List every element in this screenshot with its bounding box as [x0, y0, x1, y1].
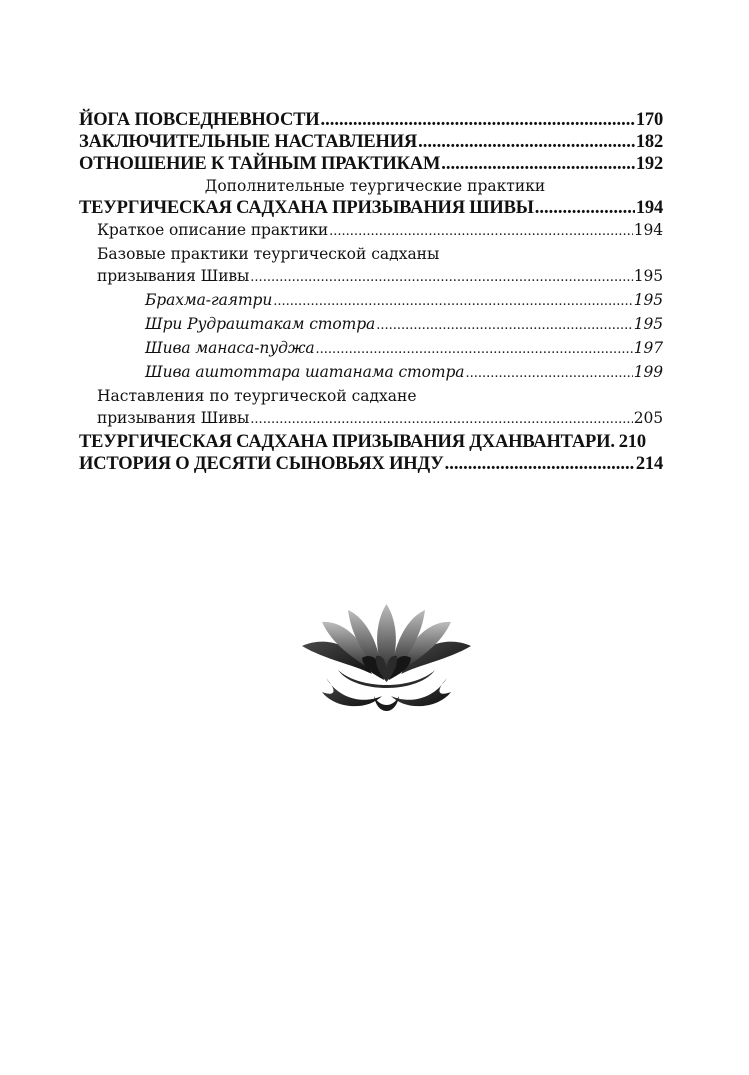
toc-entry-title: Шива аштоттара шатанама стотра	[145, 363, 465, 381]
toc-entry-page: 195	[633, 291, 663, 309]
toc-entry-page: 197	[633, 339, 663, 357]
toc-entry	[79, 361, 663, 385]
toc-entry-title: призывания Шивы	[97, 409, 250, 427]
toc-entry	[79, 109, 663, 131]
toc-leader-dots	[418, 131, 635, 153]
toc-entry-title: призывания Шивы	[97, 267, 250, 285]
toc-leader-dots	[465, 361, 632, 385]
toc-entry-title-line: Наставления по теургической садхане	[97, 387, 417, 405]
toc-leader-dots	[316, 337, 633, 361]
toc-entry-title: ТЕУРГИЧЕСКАЯ САДХАНА ПРИЗЫВАНИЯ ШИВЫ	[79, 198, 534, 218]
toc-entry-page: 205	[633, 409, 663, 427]
toc-entry-title: Шри Рудраштакам стотра	[145, 315, 376, 333]
toc-entry-page: 192	[635, 154, 663, 174]
toc-entry	[79, 219, 663, 243]
toc-entry	[79, 131, 663, 153]
toc-entry	[79, 289, 663, 313]
toc-entry-title: Шива манаса-пуджа	[145, 339, 315, 357]
toc-leader-dots	[250, 265, 632, 289]
toc-entry-page: 194	[635, 198, 663, 218]
toc-leader-dots	[329, 219, 633, 243]
toc-leader-dots	[320, 109, 634, 131]
toc-entry-title: ЗАКЛЮЧИТЕЛЬНЫЕ НАСТАВЛЕНИЯ	[79, 132, 418, 152]
toc-entry	[79, 313, 663, 337]
toc-entry-page: 210	[618, 432, 646, 452]
toc-entry-page: 170	[635, 110, 663, 130]
toc-entry-title: ИСТОРИЯ О ДЕСЯТИ СЫНОВЬЯХ ИНДУ	[79, 454, 444, 474]
toc-entry	[79, 265, 663, 289]
toc-leader-dots	[445, 453, 635, 475]
toc-entry-title: ОТНОШЕНИЕ К ТАЙНЫМ ПРАКТИКАМ	[79, 154, 441, 174]
toc-leader-dots	[535, 197, 635, 219]
toc-leader-dots	[273, 289, 632, 313]
toc-leader-dots	[376, 313, 633, 337]
toc-leader-dots	[250, 407, 632, 431]
toc-entry-page: 199	[633, 363, 663, 381]
toc-entry-page: 195	[633, 267, 663, 285]
toc-entry-page: 194	[633, 221, 663, 239]
toc-entry	[79, 153, 663, 175]
toc-entry	[79, 197, 663, 219]
toc-entry-title: ЙОГА ПОВСЕДНЕВНОСТИ	[79, 110, 320, 130]
toc-entry-title-line: Базовые практики теургической садханы	[97, 245, 440, 263]
toc-entry-page: 214	[635, 454, 663, 474]
toc-entry-page: 195	[633, 315, 663, 333]
toc-section-subheading: Дополнительные теургические практики	[204, 177, 546, 195]
toc-entry-title: Краткое описание практики	[97, 221, 329, 239]
toc-entry-title: ТЕУРГИЧЕСКАЯ САДХАНА ПРИЗЫВАНИЯ ДХАНВАНТАРИ.	[79, 432, 615, 452]
toc-entry	[79, 407, 663, 431]
toc-entry	[79, 453, 663, 475]
toc-entry-page: 182	[635, 132, 663, 152]
table-of-contents	[79, 109, 663, 475]
toc-entry	[79, 337, 663, 361]
toc-entry	[79, 431, 663, 453]
lotus-icon	[300, 604, 473, 716]
toc-entry-title: Брахма-гаятри	[145, 291, 273, 309]
toc-leader-dots	[441, 153, 635, 175]
